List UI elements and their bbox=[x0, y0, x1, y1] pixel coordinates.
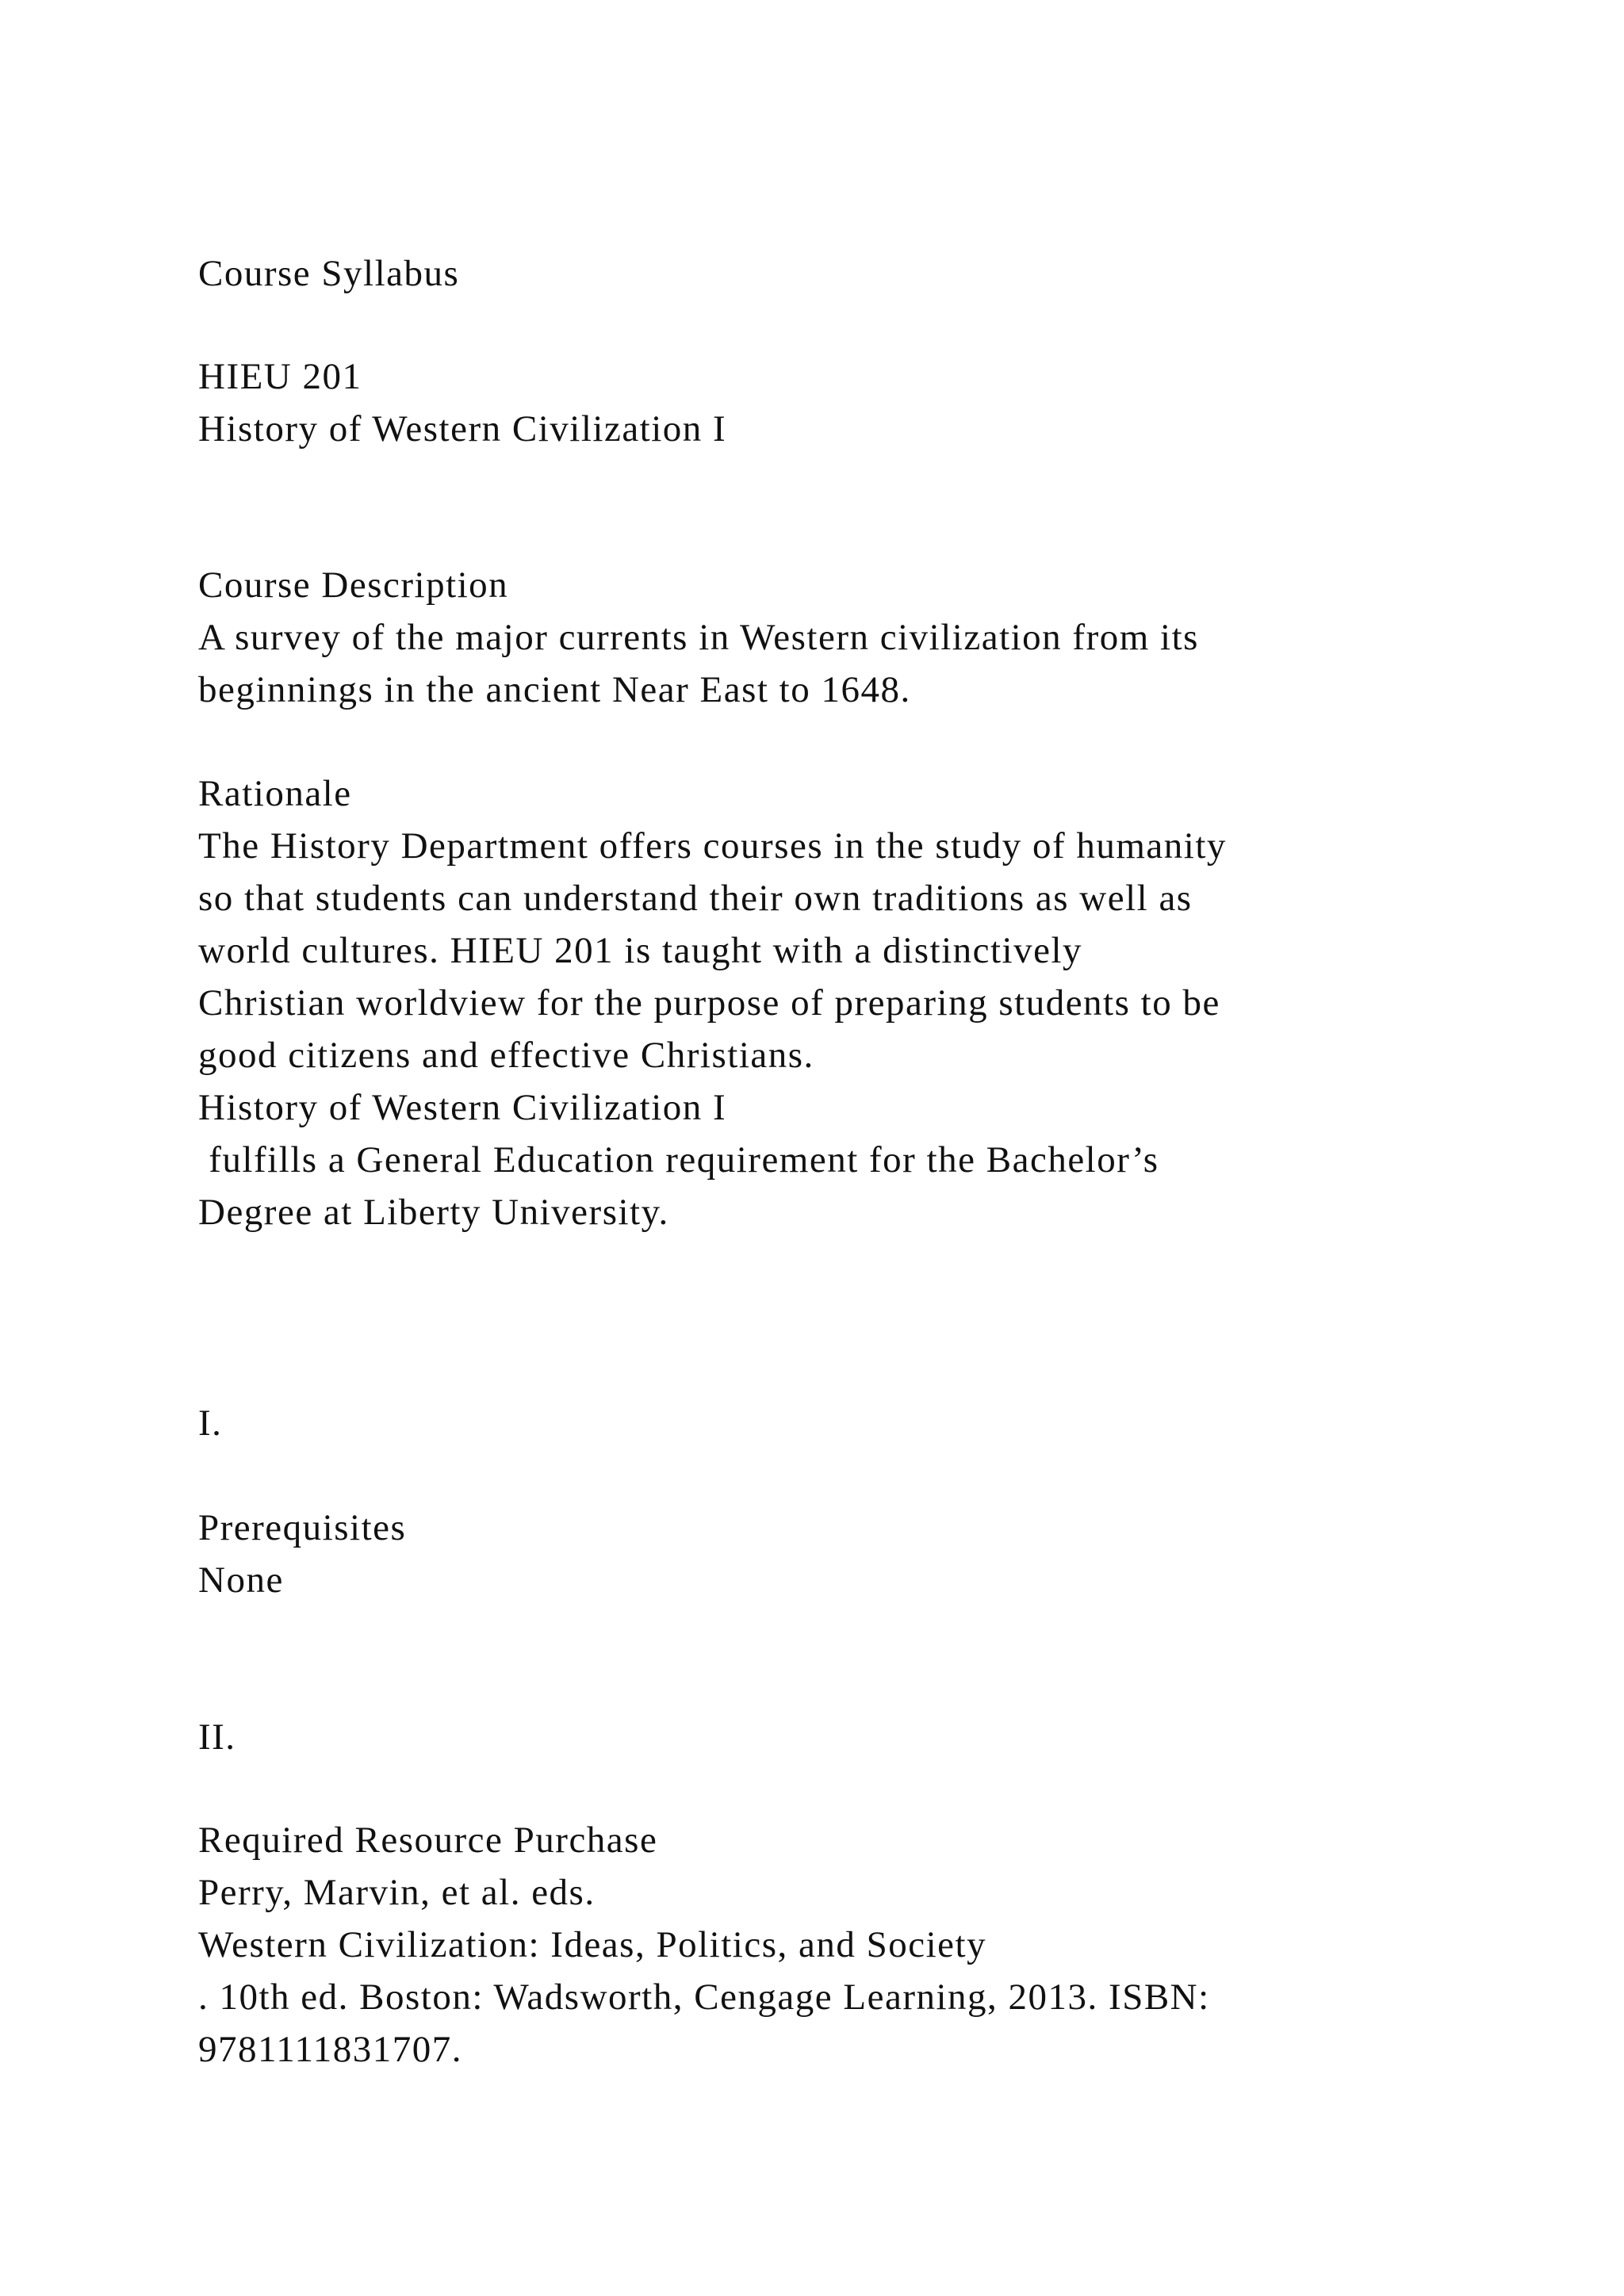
resource-line: 9781111831707. bbox=[198, 2029, 463, 2070]
rationale-line: world cultures. HIEU 201 is taught with a distinctively bbox=[198, 930, 1083, 971]
prerequisites-body: None bbox=[198, 1559, 284, 1601]
document-title: Course Syllabus bbox=[198, 253, 460, 294]
rationale-line: so that students can understand their own traditions as well as bbox=[198, 878, 1193, 919]
section-numeral: II. bbox=[198, 1716, 236, 1758]
prerequisites-heading: Prerequisites bbox=[198, 1507, 407, 1548]
section-numeral: I. bbox=[198, 1402, 223, 1444]
rationale-line: Degree at Liberty University. bbox=[198, 1192, 669, 1233]
resource-line: Perry, Marvin, et al. eds. bbox=[198, 1872, 596, 1913]
resource-line: Western Civilization: Ideas, Politics, and Society bbox=[198, 1924, 987, 1965]
rationale-line: The History Department offers courses in the study of humanity bbox=[198, 825, 1227, 867]
course-code: HIEU 201 bbox=[198, 356, 362, 397]
rationale-line: good citizens and effective Christians. bbox=[198, 1035, 814, 1076]
course-name: History of Western Civilization I bbox=[198, 408, 727, 450]
resource-line: . 10th ed. Boston: Wadsworth, Cengage Learning, 2013. ISBN: bbox=[198, 1976, 1210, 2018]
rationale-line: Christian worldview for the purpose of preparing students to be bbox=[198, 982, 1220, 1024]
rationale-line: fulfills a General Education requirement for the Bachelor’s bbox=[198, 1139, 1159, 1181]
description-heading: Course Description bbox=[198, 564, 509, 606]
resources-heading: Required Resource Purchase bbox=[198, 1820, 658, 1861]
rationale-line: History of Western Civilization I bbox=[198, 1087, 727, 1128]
description-line: beginnings in the ancient Near East to 1648. bbox=[198, 669, 911, 710]
description-line: A survey of the major currents in Western civilization from its bbox=[198, 617, 1199, 658]
rationale-heading: Rationale bbox=[198, 773, 352, 814]
